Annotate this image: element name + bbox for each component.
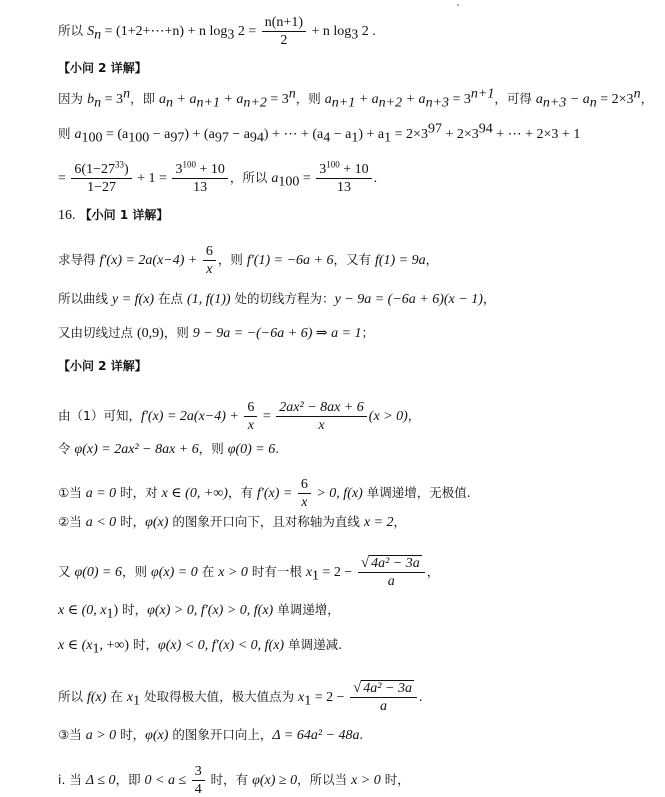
text: 单调递增， [273, 602, 340, 617]
math: + a [173, 92, 197, 107]
fraction-numerator [358, 556, 425, 573]
math-sub: n+3 [542, 95, 567, 111]
text: ，则 [217, 252, 247, 267]
text: ②当 [58, 514, 86, 529]
math-sub: 4 [323, 130, 331, 146]
text: ，即 [130, 91, 160, 106]
math: + a [219, 92, 244, 107]
math-sub: 97 [170, 130, 185, 146]
math: = 2×3 [596, 92, 634, 107]
section-heading: 【小问 2 详解】 [58, 359, 147, 373]
section-heading: 【小问 1 详解】 [79, 208, 169, 222]
math: − a [149, 127, 171, 142]
math-sub: n+2 [378, 95, 403, 111]
math: a [324, 92, 332, 107]
text: 令 [58, 441, 75, 456]
math: f′(x) = 2a(x−4) + [140, 409, 243, 424]
text: ， [407, 408, 421, 423]
text: i. 当 [58, 772, 86, 787]
math-sub: 1 [312, 568, 320, 584]
fraction-numerator: 2ax² − 8ax + 6 [276, 400, 367, 417]
math: = 2 − [311, 690, 349, 705]
line-case-3 [58, 727, 645, 744]
math: φ(0) = 6 [227, 442, 276, 457]
text: 时， [380, 772, 410, 787]
math: a < 0 [85, 515, 117, 530]
text: ，则 [163, 325, 193, 340]
line-root-x1 [58, 556, 645, 589]
text: 的图象开口向下，且对称轴为直线 [168, 514, 364, 529]
text: ③当 [58, 727, 86, 742]
fraction [262, 15, 306, 48]
math: 2 . [358, 24, 376, 39]
math: f(1) = 9a [374, 253, 426, 268]
line-max-point [58, 681, 645, 714]
math: + a [355, 92, 379, 107]
math: ) + a [358, 127, 385, 142]
math: + 10 [339, 162, 369, 177]
math: φ(x) = 0 [151, 565, 198, 580]
math: φ(x) [145, 728, 169, 743]
math: a [159, 92, 167, 107]
text: ，即 [115, 772, 145, 787]
fraction-numerator [350, 681, 417, 698]
line-derivative-expanded [58, 400, 645, 433]
math-sup: 33 [114, 159, 124, 170]
text: 因为 [58, 91, 84, 106]
math: = (1+2+⋯+n) + n log [101, 24, 228, 39]
math-sup: 100 [182, 159, 196, 170]
text: ，又有 [333, 252, 375, 267]
text: . [275, 441, 280, 456]
math: Δ ≤ 0 [85, 773, 116, 788]
text: 又由切线过点 [58, 325, 137, 340]
math-sub: 97 [214, 130, 229, 146]
math: x [298, 690, 305, 705]
text: 时有一根 [247, 564, 306, 579]
fraction-denominator: 13 [193, 180, 208, 195]
math: y − 9a = (−6a + 6)(x − 1) [334, 292, 483, 307]
fraction-numerator [71, 159, 131, 179]
math: = (a [102, 127, 129, 142]
math-sub: 1 [384, 130, 392, 146]
fraction-numerator [316, 159, 371, 179]
text: ； [361, 325, 375, 340]
fraction [172, 159, 227, 195]
line-decreasing [58, 637, 645, 657]
text: ， [426, 564, 440, 579]
math: x ∈ (x [58, 638, 93, 653]
line-tangent [58, 291, 645, 308]
line-solve-a [58, 325, 645, 342]
fraction [71, 159, 131, 195]
math: x > 0 [218, 565, 248, 580]
math: (0,9) [136, 326, 164, 341]
stray-dot [457, 4, 459, 6]
problem-16-heading [58, 207, 645, 224]
math-sub: 94 [249, 130, 264, 146]
text: 又 [58, 564, 75, 579]
math: x > 0 [351, 773, 381, 788]
math: − a [330, 127, 352, 142]
math: φ(x) > 0, f′(x) > 0, f(x) [147, 603, 274, 618]
text: 时， [116, 514, 146, 529]
fraction-numerator: 6 [203, 244, 216, 261]
math: φ(0) = 6 [74, 565, 123, 580]
text: ， [425, 252, 439, 267]
math: = [259, 409, 275, 424]
math: 9 − 9a = −(−6a + 6) ⇒ a = 1 [192, 326, 362, 341]
math-sup: n [633, 86, 641, 102]
math: (1, f(1)) [187, 292, 231, 307]
math: a [74, 127, 82, 142]
math: − a [228, 127, 250, 142]
math-sub: n [94, 27, 102, 43]
text: 所以 [58, 689, 87, 704]
math: φ(x) = 2ax² − 8ax + 6 [74, 442, 199, 457]
text: 则 [58, 126, 75, 141]
section-heading: 【小问 2 详解】 [58, 61, 147, 75]
math: + a [402, 92, 426, 107]
text: 在点 [154, 291, 188, 306]
math: = 2 − [319, 565, 356, 580]
math: = [58, 171, 70, 186]
math: + ⋯ + 2×3 + 1 [492, 127, 581, 142]
fraction [316, 159, 371, 195]
line-case-2 [58, 514, 645, 531]
math-sub: 1 [304, 693, 312, 709]
text: ， [393, 514, 407, 529]
line-increasing [58, 602, 645, 622]
fraction-denominator: a [380, 699, 387, 714]
text: ， [640, 91, 654, 106]
math: , +∞) [99, 638, 129, 653]
text: 时， [129, 637, 158, 652]
math-sub: n+1 [196, 95, 220, 111]
math: > 0, f(x) [312, 486, 363, 501]
text: ，则 [295, 91, 325, 106]
text: 所以曲线 [58, 291, 112, 306]
fraction-denominator: 1−27 [87, 180, 116, 195]
fraction-denominator: a [387, 574, 395, 589]
math: b [87, 92, 95, 107]
math: 3 [319, 162, 327, 177]
radicand: 4a² − 3a [371, 556, 420, 571]
math: a [535, 92, 543, 107]
math: Δ = 64a² − 48a [272, 728, 360, 743]
fraction-denominator: x [206, 262, 213, 277]
math: (x > 0) [368, 409, 408, 424]
math: ) [113, 603, 119, 618]
fraction-denominator: 4 [194, 782, 202, 797]
fraction-denominator: 13 [336, 180, 351, 195]
fraction [358, 556, 425, 589]
math-sub: 1 [106, 606, 114, 622]
math: x ∈ (0, x [58, 603, 107, 618]
math-sup: n+1 [470, 86, 495, 102]
math-sub: n+1 [331, 95, 356, 111]
math-sub: 1 [133, 693, 141, 709]
math: x ∈ (0, +∞) [161, 486, 228, 501]
text: 求导得 [58, 252, 100, 267]
fraction-numerator: 3 [192, 764, 205, 781]
fraction-denominator: 2 [280, 33, 288, 48]
math-sub: n+2 [243, 95, 267, 111]
math: φ(x) < 0, f′(x) < 0, f(x) [157, 638, 285, 653]
line-bn [58, 86, 654, 111]
math: 3 [175, 162, 183, 177]
text: 处取得极大值，极大值点为 [140, 689, 299, 704]
math-sup: 100 [326, 159, 340, 170]
text: ①当 [58, 485, 86, 500]
math: x = 2 [363, 515, 394, 530]
math-sub: 1 [92, 641, 100, 657]
math-sub: n [94, 95, 102, 111]
math: f′(1) = −6a + 6 [246, 253, 334, 268]
text: 在 [197, 564, 219, 579]
text: ，则 [122, 564, 151, 579]
fraction [203, 244, 216, 277]
math-sub: 1 [351, 130, 359, 146]
line-sn-sum [58, 15, 645, 48]
math: . [359, 728, 363, 743]
fraction-denominator: x [301, 495, 308, 510]
fraction [244, 400, 257, 433]
math-sub: n [166, 95, 174, 111]
fraction-numerator: 6 [244, 400, 257, 417]
math: = 2×3 [391, 127, 428, 142]
math: S [87, 24, 95, 39]
math: a > 0 [85, 728, 117, 743]
math: = 3 [266, 92, 289, 107]
math: . [373, 171, 378, 186]
text: ，则 [198, 441, 228, 456]
fraction-numerator [172, 159, 227, 179]
math: φ(x) [145, 515, 169, 530]
math: ) [123, 162, 129, 177]
math: φ(x) ≥ 0 [252, 773, 298, 788]
text: 时，对 [116, 485, 162, 500]
radicand: 4a² − 3a [363, 681, 412, 696]
text: 时， [116, 727, 146, 742]
text: ，所以当 [297, 772, 352, 787]
text: 处的切线方程为： [230, 291, 335, 306]
math-sub: 100 [81, 130, 103, 146]
math: x [305, 565, 313, 580]
text: 在 [106, 689, 127, 704]
fraction-numerator: n(n+1) [262, 15, 306, 32]
math: = [299, 171, 315, 186]
math-sup: n [288, 86, 296, 102]
problem-number: 16. [58, 208, 76, 223]
math: 2 = [234, 24, 260, 39]
fraction [350, 681, 417, 714]
math-sub: n+3 [425, 95, 450, 111]
math: ) + (a [184, 127, 215, 142]
text: ，所以 [229, 170, 272, 185]
math: + n log [308, 24, 352, 39]
math-sub: 3 [351, 27, 359, 43]
math: . [418, 690, 423, 705]
math: = 3 [101, 92, 124, 107]
math: 6(1−27 [74, 162, 115, 177]
math: y = f(x) [111, 292, 155, 307]
text: 所以 [58, 23, 84, 38]
text: 由（1）可知， [58, 408, 141, 423]
text: 单调递减. [284, 637, 343, 652]
math-sub: n [589, 95, 597, 111]
text: ，有 [227, 485, 257, 500]
text: ，可得 [494, 91, 536, 106]
math: f(x) [86, 690, 107, 705]
math: x [126, 690, 134, 705]
math: + 2×3 [441, 127, 479, 142]
math: a = 0 [85, 486, 117, 501]
math: a [271, 171, 279, 186]
math-sup: n [123, 86, 131, 102]
line-a100-sum [58, 121, 645, 146]
math: ) + ⋯ + (a [263, 127, 324, 142]
math-sup: 97 [427, 121, 442, 137]
fraction-denominator: x [247, 418, 254, 433]
math-sub: 3 [227, 27, 235, 43]
math-sub: 100 [278, 174, 300, 190]
math-sub: 100 [128, 130, 150, 146]
math: + 1 = [133, 171, 171, 186]
text: 时，有 [206, 772, 253, 787]
math: f′(x) = [256, 486, 296, 501]
math-sup: 94 [478, 121, 493, 137]
text: ， [482, 291, 496, 306]
fraction-denominator: x [318, 418, 325, 433]
fraction [298, 477, 311, 510]
line-phi-def [58, 441, 645, 458]
line-subcase-i [58, 764, 645, 797]
fraction-numerator: 6 [298, 477, 311, 494]
line-a100-result [58, 159, 645, 195]
text: 的图象开口向上， [168, 727, 273, 742]
fraction [276, 400, 367, 433]
fraction [192, 764, 205, 797]
math: 0 < a ≤ [144, 773, 190, 788]
line-derivative [58, 244, 645, 277]
text: 时， [118, 602, 148, 617]
math: = 3 [449, 92, 471, 107]
math: − a [566, 92, 590, 107]
math: f′(x) = 2a(x−4) + [99, 253, 201, 268]
line-case-1 [58, 477, 645, 510]
math: + 10 [195, 162, 225, 177]
text: 单调递增，无极值. [362, 485, 471, 500]
